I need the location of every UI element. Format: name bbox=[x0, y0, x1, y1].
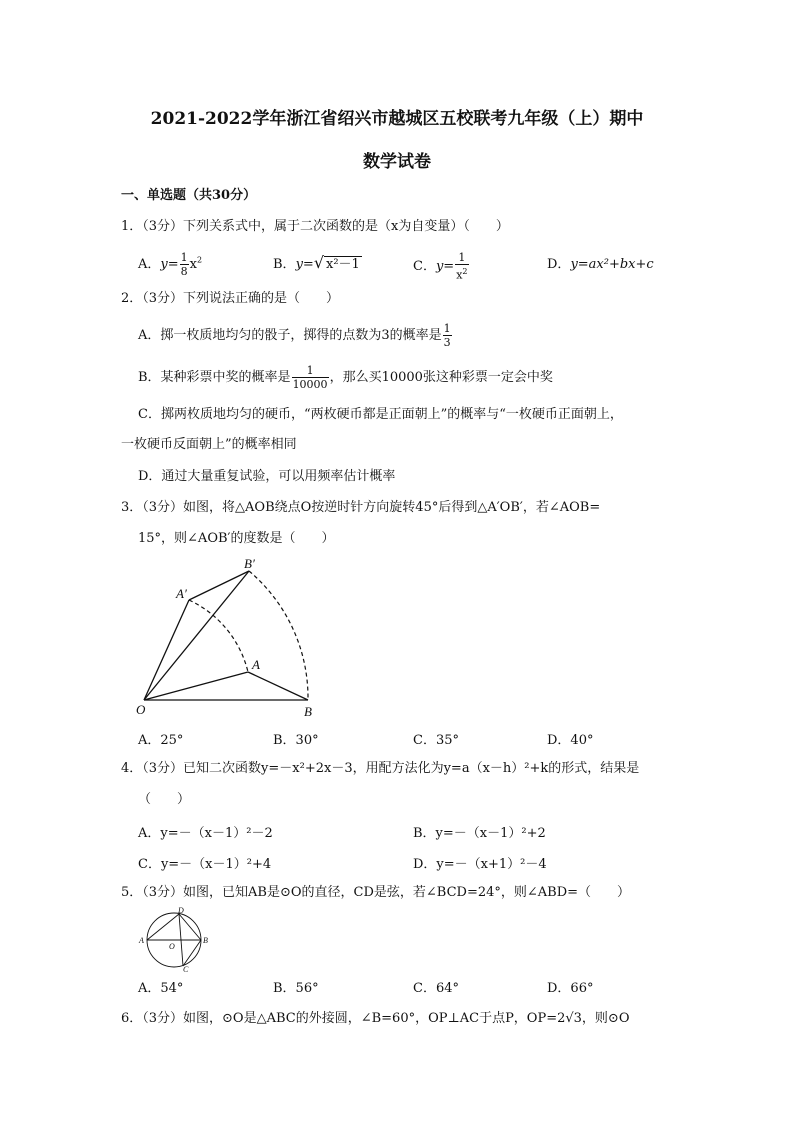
segment-oa bbox=[144, 672, 248, 700]
q4-stem-line2: （ ） bbox=[138, 792, 191, 807]
q2-stem: 2．（3分）下列说法正确的是（ ） bbox=[121, 291, 340, 306]
q4-option-a: A．y=－（x－1）²－2 bbox=[138, 826, 273, 841]
label-o: O bbox=[136, 702, 146, 717]
q2-option-b: B．某种彩票中奖的概率是 $\frac{1}{10000}$ ，那么买10000张这种彩票一定会中奖 bbox=[138, 364, 553, 391]
label-c: C bbox=[183, 965, 189, 972]
label-o: O bbox=[169, 942, 175, 951]
fraction: $\frac{1}{x^2}$ bbox=[456, 251, 468, 282]
q5-stem: 5．（3分）如图，已知AB是⊙O的直径，CD是弦，若∠BCD=24°，则∠ABD=（ ） bbox=[121, 885, 631, 900]
label-b: B bbox=[203, 936, 208, 945]
sqrt-sign: √ bbox=[313, 253, 325, 272]
q5-option-a: A．54° bbox=[138, 981, 184, 996]
q3-option-a: A．25° bbox=[138, 733, 184, 748]
label-a: A bbox=[139, 936, 144, 945]
q4-option-d: D．y=－（x+1）²－4 bbox=[413, 857, 547, 872]
q4-option-b: B．y=－（x－1）²+2 bbox=[413, 826, 546, 841]
fraction: $\frac{1}{10000}$ bbox=[292, 364, 328, 391]
segment-bc bbox=[183, 940, 201, 966]
arc-a-to-a-prime bbox=[189, 600, 248, 672]
q5-circle-figure bbox=[136, 906, 212, 972]
q6-stem: 6．（3分）如图，⊙O是△ABC的外接圆，∠B=60°，OP⊥AC于点P，OP=2√3，则⊙O bbox=[121, 1011, 630, 1026]
q1-option-b: B．y=√ x²－1 bbox=[273, 253, 360, 272]
segment-ad bbox=[147, 914, 179, 940]
exam-title-line2: 数学试卷 bbox=[363, 152, 431, 172]
q3-rotation-figure bbox=[120, 552, 340, 722]
label-a: A bbox=[252, 657, 260, 672]
q2-option-a: A．掷一枚质地均匀的骰子，掷得的点数为3的概率是 $\frac{1}{3}$ bbox=[138, 322, 451, 349]
q2-option-c-line1: C．掷两枚质地均匀的硬币，“两枚硬币都是正面朝上”的概率与“一枚硬币正面朝上， bbox=[138, 407, 623, 422]
q3-option-b: B．30° bbox=[273, 733, 319, 748]
segment-ob-prime bbox=[144, 571, 249, 700]
q3-option-d: D．40° bbox=[547, 733, 594, 748]
q5-option-d: D．66° bbox=[547, 981, 594, 996]
q3-stem-line1: 3．（3分）如图，将△AOB绕点O按逆时针方向旋转45°后得到△A′OB′，若∠AOB= bbox=[121, 500, 601, 515]
q4-option-c: C．y=－（x－1）²+4 bbox=[138, 857, 272, 872]
q3-option-c: C．35° bbox=[413, 733, 459, 748]
q1-option-d: D．y=ax²+bx+c bbox=[547, 257, 654, 272]
segment-ab bbox=[248, 672, 308, 700]
q1-option-a: A．y= $\frac{1}{8}$ $x^2$ bbox=[138, 251, 203, 278]
q5-option-c: C．64° bbox=[413, 981, 459, 996]
q5-option-b: B．56° bbox=[273, 981, 319, 996]
exam-title-line1: 2021-2022学年浙江省绍兴市越城区五校联考九年级（上）期中 bbox=[150, 109, 644, 129]
q3-stem-line2: 15°，则∠AOB′的度数是（ ） bbox=[138, 531, 335, 546]
segment-oa-prime bbox=[144, 600, 189, 700]
fraction: $\frac{1}{3}$ bbox=[443, 322, 451, 349]
label-b: B bbox=[304, 704, 312, 719]
segment-a-prime-b-prime bbox=[189, 571, 249, 600]
label-a-prime: A′ bbox=[176, 586, 187, 601]
fraction: $\frac{1}{8}$ bbox=[180, 251, 188, 278]
q2-option-d: D．通过大量重复试验，可以用频率估计概率 bbox=[138, 469, 396, 484]
q4-stem-line1: 4．（3分）已知二次函数y=－x²+2x－3，用配方法化为y=a（x－h）²+k的形式，结果是 bbox=[121, 761, 640, 776]
arc-b-to-b-prime bbox=[249, 571, 308, 700]
q1-option-c: C．y= $\frac{1}{x^2}$ bbox=[413, 251, 468, 282]
section-heading: 一、单选题（共30分） bbox=[121, 188, 257, 203]
q1-stem: 1．（3分）下列关系式中，属于二次函数的是（x为自变量）（ ） bbox=[121, 219, 509, 234]
label-d: D bbox=[178, 906, 184, 915]
label-b-prime: B′ bbox=[244, 556, 255, 571]
q2-option-c-line2: 一枚硬币反面朝上”的概率相同 bbox=[121, 437, 297, 452]
